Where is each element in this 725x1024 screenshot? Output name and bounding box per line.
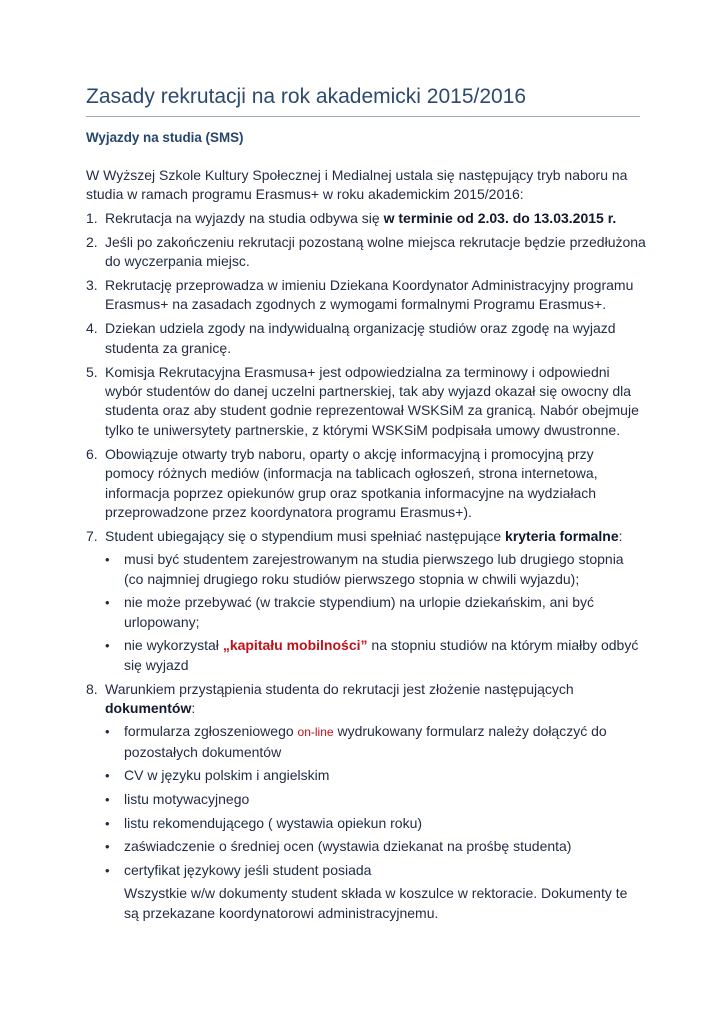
- bullet-icon: •: [105, 839, 110, 855]
- sub-item-text: nie może przebywać (w trakcie stypendium) na urlopie dziekańskim, ani być urlopowany;: [124, 594, 594, 630]
- item-number: 3.: [86, 277, 98, 294]
- rules-list: [86, 209, 646, 923]
- bullet-icon: •: [105, 768, 110, 784]
- item-number: 5.: [86, 363, 98, 380]
- sub-list-item: [105, 790, 646, 809]
- item-text-tail: .: [612, 209, 617, 226]
- sub-list-item: [105, 636, 646, 675]
- item-number: 7.: [86, 527, 98, 544]
- item-text: Student ubiegający się o stypendium musi spełniać następujące: [105, 527, 506, 544]
- bullet-icon: •: [105, 595, 110, 611]
- list-item: [86, 445, 646, 523]
- sub-item-text: listu rekomendującego ( wystawia opiekun roku): [124, 814, 423, 831]
- bullet-icon: •: [105, 792, 110, 808]
- sub-item-text: listu motywacyjnego: [124, 791, 250, 808]
- item-text: Obowiązuje otwarty tryb naboru, oparty o akcję informacyjną i promocyjną przy pomocy różnych mediów (informacja na tablicach ogłoszeń, strona internetowa, informacja poprzez opiekunów grup oraz spotkania informacyjne na wydziałach przeprowadzone przez koordynatora programu Erasmus+).: [105, 445, 598, 520]
- item-text: Jeśli po zakończeniu rekrutacji pozostaną wolne miejsca rekrutacje będzie przedłużona do wyczerpania miejsc.: [105, 233, 646, 270]
- documents-list: [105, 722, 646, 880]
- sub-item-text: musi być studentem zarejestrowanym na studia pierwszego lub drugiego stopnia (co najmniej drugiego roku studiów pierwszego stopnia w chwili wyjazdu);: [124, 551, 624, 587]
- item-number: 4.: [86, 320, 98, 337]
- item-text: Warunkiem przystąpienia studenta do rekrutacji jest złożenie następujących: [105, 680, 574, 697]
- page-title: Zasady rekrutacji na rok akademicki 2015/2016: [86, 84, 640, 117]
- list-item: [86, 209, 646, 228]
- bullet-icon: •: [105, 815, 110, 831]
- sub-item-text: nie wykorzystał: [124, 637, 223, 654]
- list-item: [86, 527, 646, 675]
- closing-paragraph: Wszystkie w/w dokumenty student składa w koszulce w rektoracie. Dokumenty te są przekazane koordynatorowi administracyjnemu.: [124, 885, 628, 921]
- item-text: Komisja Rekrutacyjna Erasmusa+ jest odpowiedzialna za terminowy i odpowiedni wybór studentów do danej uczelni partnerskiej, tak aby wyjazd okazał się owocny dla studenta oraz aby student godnie reprezentował WSKSiM za granicą. Nabór obejmuje tylko te uniwersytety partnerskie, z którymi WSKSiM podpisała umowy dwustronne.: [105, 363, 639, 438]
- item-number: 1.: [86, 209, 98, 226]
- item-number: 6.: [86, 445, 98, 462]
- bullet-icon: •: [105, 862, 110, 878]
- item-bold-text: w terminie od 2.03. do 13.03.2015 r: [383, 209, 613, 226]
- document-body: [86, 166, 646, 928]
- item-number: 8.: [86, 680, 98, 697]
- item-text: Dziekan udziela zgody na indywidualną organizację studiów oraz zgodę na wyjazd studenta za granicę.: [105, 320, 616, 356]
- section-subtitle: Wyjazdy na studia (SMS): [86, 130, 244, 145]
- online-highlight: on-line: [297, 725, 334, 740]
- sub-list-item: [105, 722, 646, 762]
- sub-item-text-tail: wydrukowany formularz należy dołączyć do pozostałych dokumentów: [124, 723, 607, 760]
- bullet-icon: •: [105, 638, 110, 654]
- sub-item-text-tail: na stopniu studiów na którym miałby odbyć się wyjazd: [124, 637, 639, 673]
- sub-list-item: [105, 766, 646, 785]
- item-text: Rekrutacja na wyjazdy na studia odbywa się: [105, 209, 384, 226]
- list-item: [86, 363, 646, 441]
- bullet-icon: •: [105, 552, 110, 568]
- item-bold-text: kryteria formalne: [505, 527, 619, 544]
- intro-paragraph: W Wyższej Szkole Kultury Społecznej i Medialnej ustala się następujący tryb naboru na studia w ramach programu Erasmus+ w roku akademickim 2015/2016:: [86, 167, 628, 203]
- sub-list-item: [105, 861, 646, 880]
- item-bold-text: dokumentów: [105, 700, 192, 717]
- sub-item-text: certyfikat językowy jeśli student posiada: [124, 861, 372, 878]
- sub-item-text: formularza zgłoszeniowego: [124, 723, 298, 740]
- highlight-text: „kapitału mobilności”: [222, 637, 368, 654]
- list-item: [86, 680, 646, 924]
- list-item: [86, 276, 646, 315]
- item-text-tail: :: [191, 700, 196, 717]
- bullet-icon: •: [105, 724, 110, 740]
- item-number: 2.: [86, 233, 98, 250]
- sub-item-text: CV w języku polskim i angielskim: [124, 767, 330, 784]
- item-text: Rekrutację przeprowadza w imieniu Dziekana Koordynator Administracyjny programu Erasmus+ na zasadach zgodnych z wymogami formalnymi Programu Erasmus+.: [105, 277, 634, 313]
- item-text-tail: :: [618, 527, 623, 544]
- list-item: [86, 233, 646, 272]
- sub-list-item: [105, 593, 646, 632]
- criteria-list: [105, 550, 646, 675]
- sub-item-text: zaświadczenie o średniej ocen (wystawia dziekanat na prośbę studenta): [124, 838, 572, 855]
- sub-list-item: [105, 837, 646, 856]
- sub-list-item: [105, 550, 646, 589]
- sub-list-item: [105, 814, 646, 833]
- list-item: [86, 319, 646, 358]
